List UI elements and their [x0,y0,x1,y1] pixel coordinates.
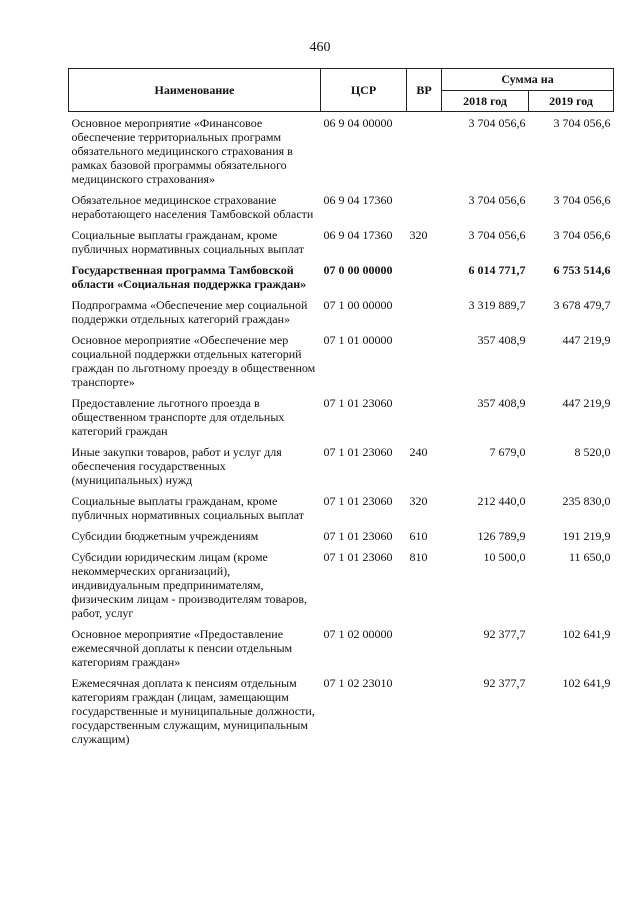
row-csr: 07 1 00 00000 [323,298,393,312]
table-body [69,112,614,754]
row-sum-2018: 212 440,0 [477,494,526,508]
row-sum-2019: 3 704 056,6 [553,228,611,242]
row-csr: 07 1 01 23060 [323,494,393,508]
table-header [69,69,614,112]
budget-table [68,68,614,753]
header-year-2019: 2019 год [529,90,614,112]
row-vr: 610 [409,529,428,543]
row-vr [407,193,442,228]
row-csr: 07 1 01 23060 [323,396,393,410]
row-csr: 06 9 04 00000 [323,116,393,130]
table-row [69,228,614,263]
row-name: Государственная программа Тамбовской области «Социальная поддержка граждан» [71,263,307,291]
row-sum-2019: 102 641,9 [562,676,611,690]
row-sum-2019: 447 219,9 [562,333,611,347]
row-csr: 07 1 01 23060 [323,550,393,564]
table-row [69,494,614,529]
row-sum-2019: 191 219,9 [562,529,611,543]
row-sum-2018: 357 408,9 [477,333,526,347]
row-sum-2019: 102 641,9 [562,627,611,641]
row-sum-2018: 357 408,9 [477,396,526,410]
row-sum-2018: 3 319 889,7 [468,298,526,312]
header-year-2018: 2018 год [442,90,529,112]
row-sum-2019: 3 704 056,6 [553,116,611,130]
row-sum-2018: 92 377,7 [483,676,526,690]
row-sum-2019: 235 830,0 [562,494,611,508]
row-csr: 06 9 04 17360 [323,228,393,242]
row-vr [407,333,442,396]
row-sum-2018: 126 789,9 [477,529,526,543]
row-name: Социальные выплаты гражданам, кроме публичных нормативных социальных выплат [71,228,305,256]
row-name: Основное мероприятие «Обеспечение мер социальной поддержки отдельных категорий граждан по льготному проезду в общественном транспорте» [71,333,316,389]
row-vr: 320 [409,228,428,242]
row-vr: 320 [409,494,428,508]
row-sum-2018: 10 500,0 [483,550,526,564]
row-name: Подпрограмма «Обеспечение мер социальной поддержки отдельных категорий граждан» [71,298,308,326]
header-csr: ЦСР [321,69,407,112]
table-row [69,193,614,228]
row-csr: 07 1 01 23060 [323,445,393,459]
row-vr [407,298,442,333]
header-sum: Сумма на [442,69,614,91]
row-csr: 07 0 00 00000 [323,263,393,277]
row-sum-2019: 447 219,9 [562,396,611,410]
row-sum-2019: 3 704 056,6 [553,193,611,207]
row-name: Субсидии бюджетным учреждениям [71,529,259,543]
row-sum-2019: 6 753 514,6 [553,263,611,277]
row-csr: 07 1 01 00000 [323,333,393,347]
row-csr: 07 1 02 23010 [323,676,393,690]
page-number: 460 [309,40,331,55]
row-vr [407,396,442,445]
row-sum-2018: 92 377,7 [483,627,526,641]
table-row [69,529,614,550]
row-sum-2018: 7 679,0 [489,445,526,459]
row-name: Социальные выплаты гражданам, кроме публичных нормативных социальных выплат [71,494,305,522]
table-row [69,333,614,396]
row-sum-2019: 3 678 479,7 [553,298,611,312]
row-name: Субсидии юридическим лицам (кроме некоммерческих организаций), индивидуальным предпринимателям, физическим лицам - производителям товаров, работ, услуг [71,550,308,620]
row-name: Ежемесячная доплата к пенсиям отдельным категориям граждан (лицам, замещающим государственные и муниципальные должности, государственным служащим, муниципальным служащим) [71,676,315,746]
row-name: Основное мероприятие «Финансовое обеспечение территориальных программ обязательного медицинского страхования в рамках базовой программы обязательного медицинского страхования» [71,116,293,186]
row-csr: 06 9 04 17360 [323,193,393,207]
row-sum-2018: 3 704 056,6 [468,228,526,242]
row-vr [407,263,442,298]
row-name: Иные закупки товаров, работ и услуг для обеспечения государственных (муниципальных) нужд [71,445,282,487]
row-sum-2018: 6 014 771,7 [468,263,526,277]
table-row [69,550,614,627]
table-row [69,112,614,194]
table-row [69,396,614,445]
row-vr: 240 [409,445,428,459]
row-sum-2019: 8 520,0 [574,445,611,459]
row-sum-2018: 3 704 056,6 [468,193,526,207]
row-name: Основное мероприятие «Предоставление ежемесячной доплаты к пенсии отдельным категориям граждан» [71,627,293,669]
row-sum-2018: 3 704 056,6 [468,116,526,130]
row-name: Обязательное медицинское страхование неработающего населения Тамбовской области [71,193,314,221]
table-row [69,445,614,494]
row-name: Предоставление льготного проезда в общественном транспорте для отдельных категорий граждан [71,396,285,438]
header-name: Наименование [69,69,321,112]
table-row [69,627,614,676]
row-sum-2019: 11 650,0 [568,550,611,564]
row-vr [407,676,442,753]
table-row [69,263,614,298]
row-csr: 07 1 02 00000 [323,627,393,641]
row-vr [407,112,442,194]
table-row [69,676,614,753]
row-csr: 07 1 01 23060 [323,529,393,543]
header-vr: ВР [407,69,442,112]
row-vr [407,627,442,676]
row-vr: 810 [409,550,428,564]
table-row [69,298,614,333]
